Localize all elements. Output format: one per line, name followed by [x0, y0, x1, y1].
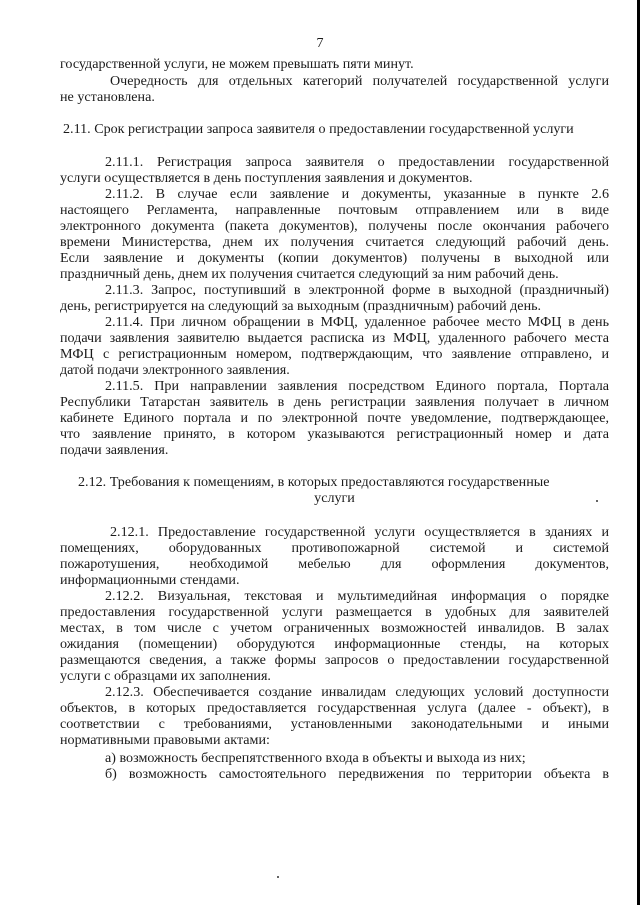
text-line: МФЦ с регистрационным номером, подтверждающим, что заявление отправлено, и: [60, 346, 609, 362]
text-line: времени Министерства, днем их получения считается следующий рабочий день.: [60, 234, 609, 250]
text-line: праздничный день, днем их получения считается следующий за ним рабочий день.: [60, 266, 559, 282]
paragraph-2-12-2: 2.12.2. Визуальная, текстовая и мультимедийная информация о порядке: [105, 588, 609, 604]
text-line: помещениях, оборудованных противопожарной системой и системой: [60, 540, 609, 556]
text-line: объектов, в которых предоставляется государственная услуга (далее - объект), в: [60, 700, 609, 716]
text-line: что заявление принято, в котором указываются регистрационный номер и дата: [60, 426, 609, 442]
paragraph-2-11-3: 2.11.3. Запрос, поступивший в электронной форме в выходной (праздничный): [105, 282, 609, 298]
text-line: день, регистрируется на следующий за выходным (праздничным) рабочий день.: [60, 298, 542, 314]
paragraph-2-11-1: 2.11.1. Регистрация запроса заявителя о предоставлении государственной: [105, 154, 609, 170]
section-heading-2-12: 2.12. Требования к помещениям, в которых предоставляются государственные: [78, 474, 550, 490]
paragraph-2-11-2: 2.11.2. В случае если заявление и документы, указанные в пункте 2.6: [105, 186, 609, 202]
text-line: нормативными правовыми актами:: [60, 732, 270, 748]
list-item-a: а) возможность беспрепятственного входа в объекты и выхода из них;: [105, 750, 526, 766]
text-line: подачи заявления заявителю выдается расписка из МФЦ, удаленного рабочего места: [60, 330, 609, 346]
text-line: местах, в том числе с учетом ограниченных возможностей инвалидов. В залах: [60, 620, 609, 636]
text-line: настоящего Регламента, направленные почтовым отправлением или в виде: [60, 202, 609, 218]
text-line: электронного документа (пакета документов), получены после окончания рабочего: [60, 218, 609, 234]
page-number: 7: [316, 36, 324, 51]
text-line: предоставления государственной услуги размещается в удобных для заявителей: [60, 604, 609, 620]
text-line: подачи заявления.: [60, 442, 169, 458]
text-line: не установлена.: [60, 89, 155, 105]
text-line: информационными стендами.: [60, 572, 240, 588]
text-line: государственной услуги, не можем превышать пяти минут.: [60, 56, 414, 72]
text-line: Если заявление и документы (копии документов) получены в выходной или: [60, 250, 609, 266]
text-line: Республики Татарстан заявитель в день регистрации заявления получает в личном: [60, 394, 609, 410]
scan-speck: [277, 876, 279, 878]
text-line: датой подачи электронного заявления.: [60, 362, 290, 378]
paragraph-2-12-1: 2.12.1. Предоставление государственной услуги осуществляется в зданиях и: [110, 524, 609, 540]
text-line: соответствии с требованиями, установленными законодательными и иными: [60, 716, 609, 732]
text-line: Очередность для отдельных категорий получателей государственной услуги: [110, 73, 609, 89]
section-heading-2-11: 2.11. Срок регистрации запроса заявителя о предоставлении государственной услуги: [63, 121, 574, 137]
text-line: кабинете Единого портала и по электронной почте уведомление, подтверждающее,: [60, 410, 609, 426]
text-line: размещаются сведения, а также формы запросов о предоставлении государственной: [60, 652, 609, 668]
text-line: услуги с образцами их заполнения.: [60, 668, 271, 684]
paragraph-2-11-5: 2.11.5. При направлении заявления посредством Единого портала, Портала: [105, 378, 609, 394]
text-line: ожидания (помещении) оборудуются информационные стенды, на которых: [60, 636, 609, 652]
list-item-b: б) возможность самостоятельного передвижения по территории объекта в: [105, 766, 609, 782]
section-heading-2-12-cont: услуги: [314, 490, 355, 506]
paragraph-2-12-3: 2.12.3. Обеспечивается создание инвалидам следующих условий доступности: [105, 684, 609, 700]
text-line: пожаротушения, необходимой мебелью для оформления документов,: [60, 556, 609, 572]
text-line: услуги осуществляется в день поступления заявления и документов.: [60, 170, 473, 186]
paragraph-2-11-4: 2.11.4. При личном обращении в МФЦ, удаленное рабочее место МФЦ в день: [105, 314, 609, 330]
